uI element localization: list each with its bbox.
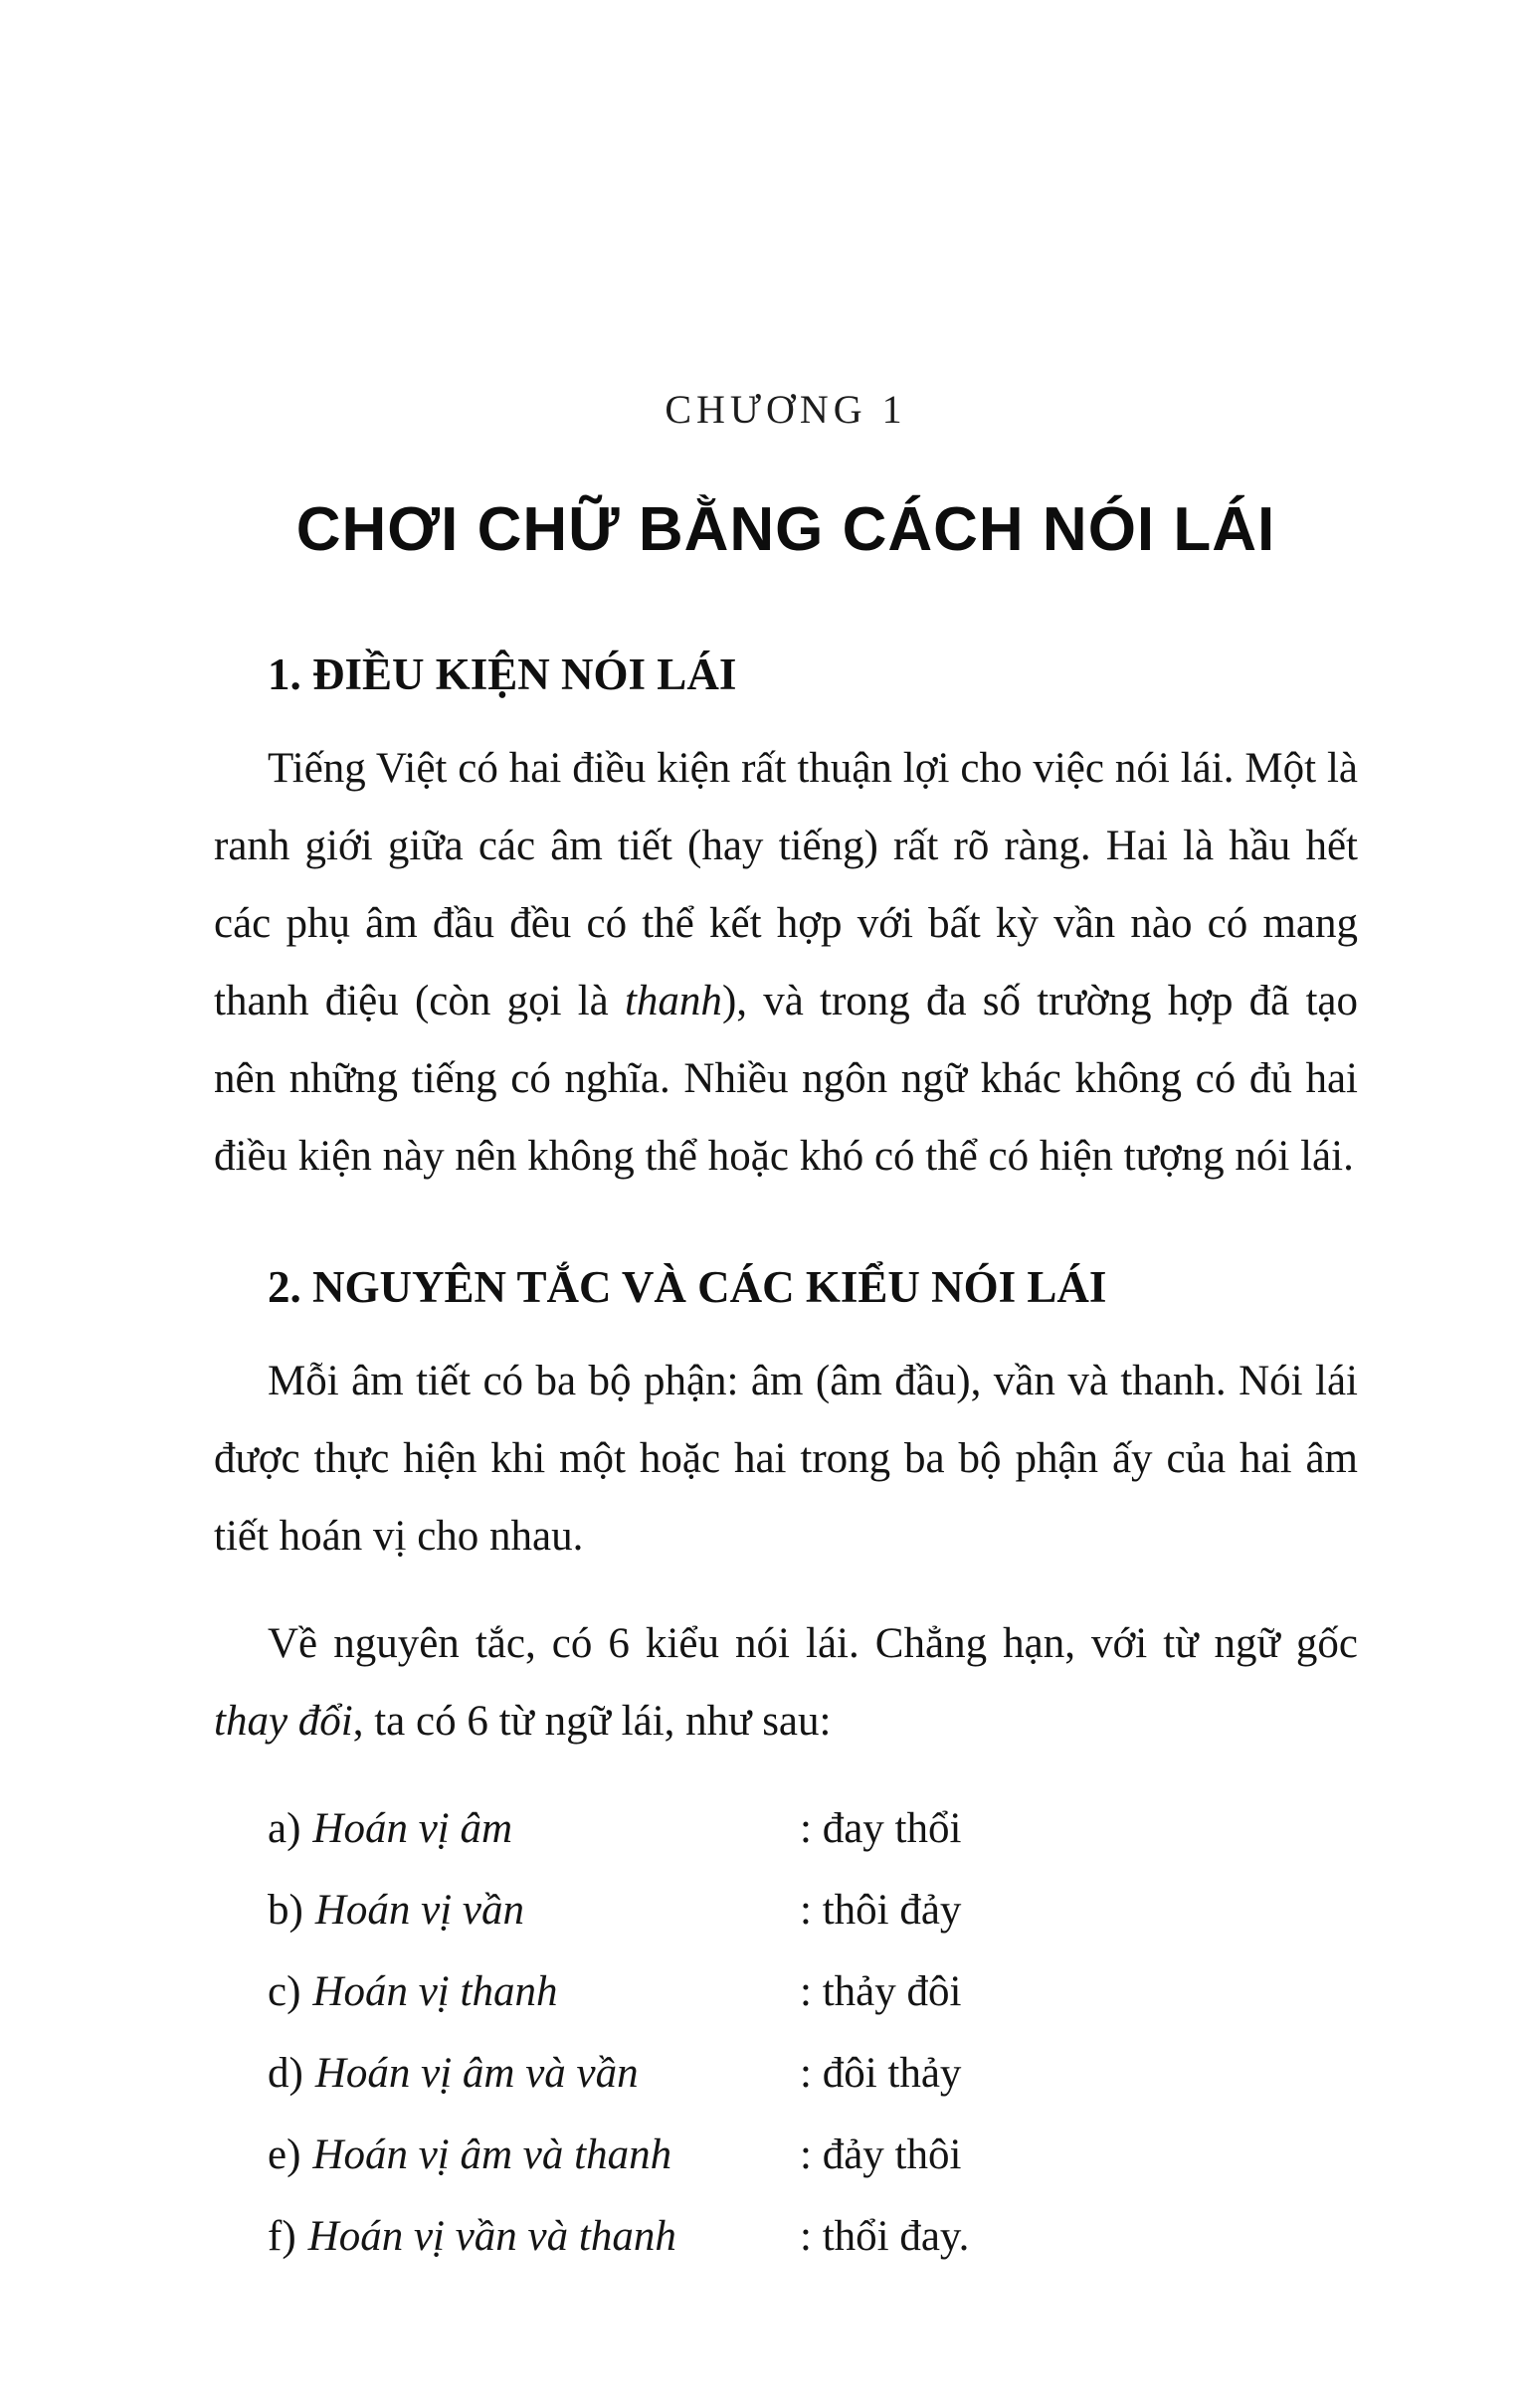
lai-result: : đảy thôi — [800, 2131, 962, 2178]
lai-item-letter: b) — [268, 1887, 303, 1934]
lai-result: : đôi thảy — [800, 2050, 962, 2097]
list-item — [214, 2033, 1358, 2115]
section-2-heading: 2. NGUYÊN TẮC VÀ CÁC KIỂU NÓI LÁI — [268, 1262, 1107, 1312]
list-item — [214, 1951, 1358, 2033]
lai-method-name: Hoán vị âm và vần — [314, 2050, 639, 2097]
section-2-paragraph-2 — [214, 1605, 1358, 1760]
section-1-heading: 1. ĐIỀU KIỆN NÓI LÁI — [268, 649, 737, 699]
lai-item-letter: c) — [268, 1968, 301, 2015]
noi-lai-type-list — [214, 1788, 1358, 2278]
lai-method-name: Hoán vị vần — [314, 1887, 524, 1934]
text-run: Về nguyên tắc, có 6 kiểu nói lái. Chẳng hạn, với từ ngữ gốc — [268, 1620, 1358, 1667]
lai-method-name: Hoán vị âm và thanh — [312, 2131, 672, 2178]
lai-item-letter: f) — [268, 2213, 296, 2260]
text-run: , ta có 6 từ ngữ lái, như sau: — [352, 1698, 832, 1745]
lai-result: : đay thổi — [800, 1805, 962, 1852]
lai-method-cell — [268, 2115, 800, 2196]
lai-item-letter: d) — [268, 2050, 303, 2097]
lai-result: : thổi đay. — [800, 2213, 970, 2260]
text-run: Tiếng Việt có hai điều kiện rất thuận lợi cho việc nói lái. Một là ranh giới giữa các âm tiết (hay tiếng) rất rõ ràng. Hai là hầu hết các phụ âm đầu đều có thể kết hợp với bất kỳ vần nào có mang thanh điệu (còn gọi là — [214, 745, 1358, 1024]
lai-method-cell — [268, 1788, 800, 1870]
text-run-italic: thay đổi — [214, 1698, 353, 1745]
lai-method-cell — [268, 1951, 800, 2033]
list-item — [214, 2196, 1358, 2278]
list-item — [214, 2115, 1358, 2196]
lai-method-cell — [268, 2033, 800, 2115]
chapter-label: CHƯƠNG 1 — [665, 387, 907, 432]
lai-method-name: Hoán vị thanh — [312, 1968, 558, 2015]
lai-item-letter: a) — [268, 1805, 301, 1852]
lai-result: : thảy đôi — [800, 1968, 962, 2015]
lai-method-cell — [268, 1870, 800, 1951]
lai-item-letter: e) — [268, 2131, 301, 2178]
lai-method-name: Hoán vị vần và thanh — [307, 2213, 676, 2260]
page-title: CHƠI CHỮ BẰNG CÁCH NÓI LÁI — [295, 495, 1276, 564]
section-2-paragraph-1: Mỗi âm tiết có ba bộ phận: âm (âm đầu), vần và thanh. Nói lái được thực hiện khi một hoặc hai trong ba bộ phận ấy của hai âm tiết hoán vị cho nhau. — [214, 1358, 1358, 1560]
list-item — [214, 1870, 1358, 1951]
lai-result: : thôi đảy — [800, 1887, 962, 1934]
page-content — [214, 386, 1358, 2278]
text-run-italic: thanh — [624, 978, 722, 1024]
list-item — [214, 1788, 1358, 1870]
lai-method-cell — [268, 2196, 800, 2278]
text-run: ), và trong đa số trường hợp đã tạo nên những tiếng có nghĩa. Nhiều ngôn ngữ khác không có đủ hai điều kiện này nên không thể hoặc khó có thể có hiện tượng nói lái. — [214, 978, 1358, 1180]
lai-method-name: Hoán vị âm — [312, 1805, 513, 1852]
section-1-paragraph — [214, 730, 1358, 1196]
